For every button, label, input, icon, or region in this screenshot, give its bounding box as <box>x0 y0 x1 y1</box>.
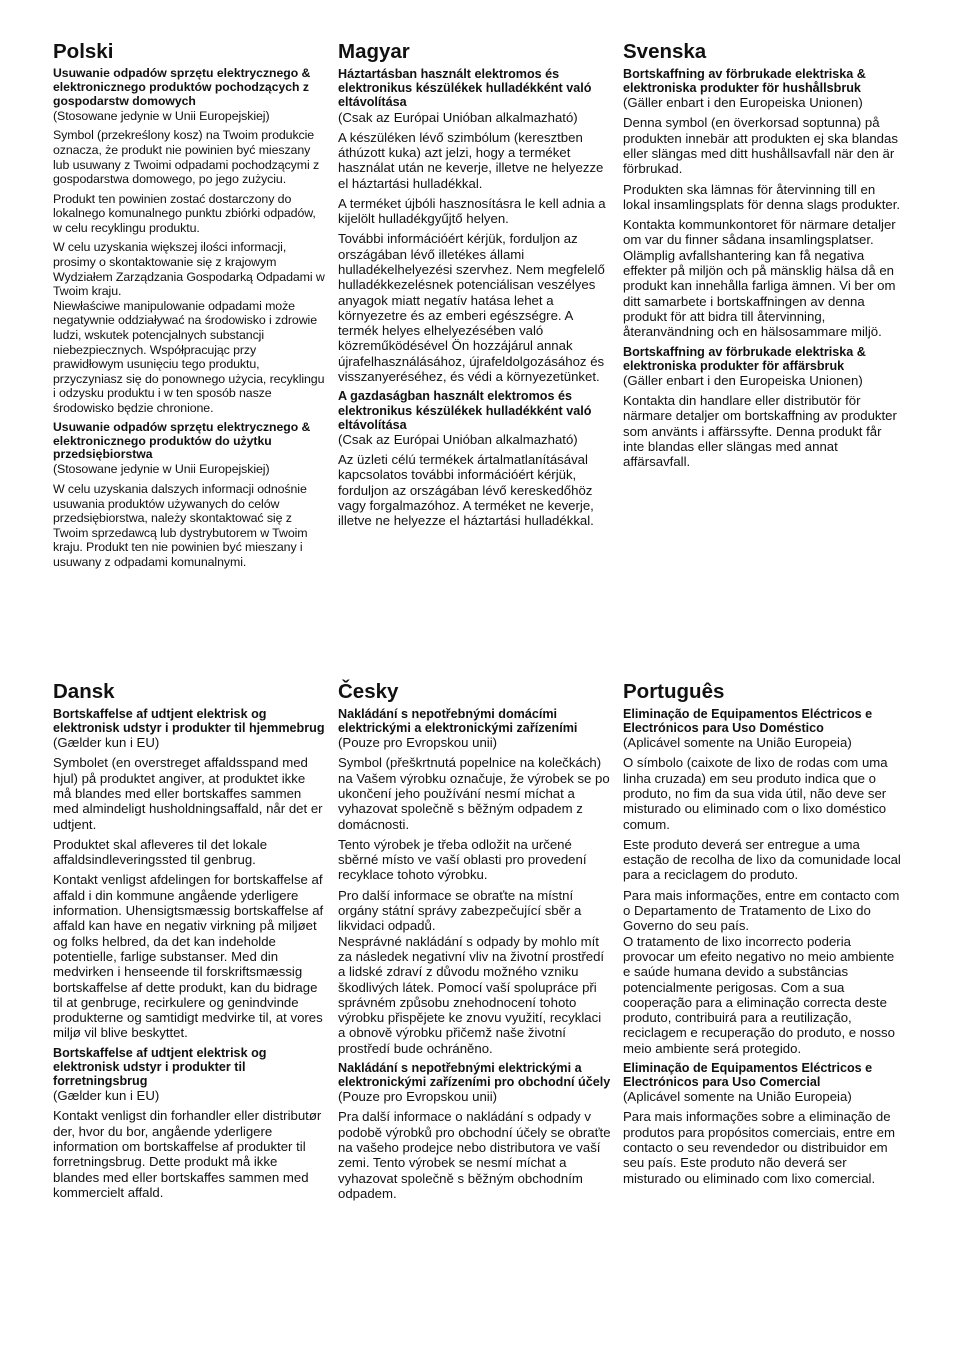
language-heading: Magyar <box>338 40 410 63</box>
applicability-note: (Pouze pro Evropskou unii) <box>338 735 498 751</box>
section-heading: Nakládání s nepotřebnými domácími elektrickými a elektronickými zařízeními <box>338 707 578 736</box>
body-paragraph: O símbolo (caixote de lixo de rodas com uma linha cruzada) em seu produto indica que o produto, no fim da sua vida útil, não deve ser misturado ou eliminado com o lixo doméstico comum. <box>623 755 888 832</box>
body-paragraph: További információért kérjük, forduljon az országában lévő illetékes állami hulladékelhelyezési szervhez. Nem megfelelő hulladékkezelésnek potenciálisan veszélyes anyagok miatt negatív hatása lehet a környezetre és az emberi egészségre. A termék helyes elhelyezésében való közreműködésével Ön hozzájárul annak újrafelhasználásához, újrafeldolgozásához és visszanyeréséhez, és védi a környezetünket. <box>338 231 605 385</box>
body-paragraph: Este produto deverá ser entregue a uma estação de recolha de lixo da comunidade local para a reciclagem do produto. <box>623 836 901 883</box>
column-dansk <box>53 680 338 1206</box>
body-paragraph: Az üzleti célú termékek ártalmatlanításával kapcsolatos további információért kérjük, forduljon az országában lévő kereskedőhöz vagy forgalmazóhoz. A terméket ne keverje, illetve ne helyezze el háztartási hulladékkal. <box>338 451 594 529</box>
body-paragraph: Symbolet (en overstreget affaldsspand med hjul) på produktet angiver, at produktet ikke må blandes med eller bortskaffes sammen med almindeligt husholdningsaffald, når det er udtjent. <box>53 755 323 832</box>
body-paragraph: A terméket újbóli hasznosításra le kell adnia a kijelölt hulladékgyűjtő helyen. <box>338 195 606 227</box>
column-polski <box>53 40 338 574</box>
column-cesky <box>338 680 623 1206</box>
bottom-row <box>53 680 903 1206</box>
body-paragraph: Denna symbol (en överkorsad soptunna) på produkten innebär att produkten ej ska blandas eller slängas med ditt hushållsavfall när den är förbrukad. <box>623 115 898 177</box>
body-paragraph: Tento výrobek je třeba odložit na určené sběrné místo ve vaší oblasti pro provedení recyklace tohoto výrobku. <box>338 836 587 883</box>
body-paragraph: Pro další informace se obraťte na místní orgány státní správy zabezpečující sběr a likvidaci odpadů. <box>338 887 582 934</box>
section-heading: Usuwanie odpadów sprzętu elektrycznego & elektronicznego produktów do użytku przedsiębiorstwa <box>53 419 311 462</box>
body-paragraph: Olämplig avfallshantering kan få negativa effekter på miljön och på mänsklig hälsa då en produkt kan innehålla farliga ämnen. Vi ber om ditt samarbete i bortskaffningen av denna produkt för att bidra till återvinning, återanvändning och en hälsosammare miljö. <box>623 247 896 340</box>
column-svenska <box>623 40 903 574</box>
language-heading: Dansk <box>53 680 115 703</box>
applicability-note: (Stosowane jedynie w Unii Europejskiej) <box>53 462 270 477</box>
applicability-note: (Gäller enbart i den Europeiska Unionen) <box>623 372 863 388</box>
section-heading: Bortskaffning av förbrukade elektriska & elektroniska produkter för affärsbruk <box>623 344 866 373</box>
body-paragraph: Produkten ska lämnas för återvinning till en lokal insamlingsplats för denna slags produkter. <box>623 181 901 212</box>
applicability-note: (Gælder kun i EU) <box>53 735 160 751</box>
body-paragraph: Kontakt venligst din forhandler eller distributør der, hvor du bor, angående yderligere information om bortskaffelse af produkter til forretningsbrug. Dette produkt må ikke blandes med eller bortskaffes sammen med kommercielt affald. <box>53 1108 322 1200</box>
applicability-note: (Gælder kun i EU) <box>53 1088 160 1104</box>
applicability-note: (Stosowane jedynie w Unii Europejskiej) <box>53 108 270 123</box>
section-heading: A gazdaságban használt elektromos és elektronikus készülékek hulladékként való eltávolítása <box>338 389 592 432</box>
body-paragraph: W celu uzyskania dalszych informacji odnośnie usuwania produktów używanych do celów przedsiębiorstwa, należy skontaktować się z Twoim sprzedawcą lub dystrybutorem w Twoim kraju. Produkt ten nie powinien być mieszany i usuwany z odpadami komunalnymi. <box>53 481 308 569</box>
applicability-note: (Pouze pro Evropskou unii) <box>338 1089 498 1105</box>
applicability-note: (Aplicável somente na União Europeia) <box>623 1089 852 1105</box>
body-paragraph: Symbol (przekreślony kosz) na Twoim produkcie oznacza, że produkt nie powinien być mieszany lub usuwany z Twoimi odpadami pochodzącymi z gospodarstwa domowego, po jego zużyciu. <box>53 128 320 187</box>
body-paragraph: W celu uzyskania większej ilości informacji, prosimy o skontaktowanie się z krajowym Wydziałem Zarządzania Gospodarką Odpadami w Twoim kraju. <box>53 240 325 299</box>
column-portugues <box>623 680 903 1206</box>
body-paragraph: Para mais informações sobre a eliminação de produtos para propósitos comerciais, entre em contacto o seu revendedor ou distribuidor em seu país. Este produto não deverá ser misturado ou eliminado com lixo comercial. <box>623 1109 895 1186</box>
section-heading: Usuwanie odpadów sprzętu elektrycznego & elektronicznego produktów pochodzących z gospodarstw domowych <box>53 66 311 108</box>
body-paragraph: Kontakta kommunkontoret för närmare detaljer om var du finner sådana insamlingsplatser. <box>623 217 896 248</box>
section-heading: Bortskaffelse af udtjent elektrisk og elektronisk udstyr i produkter til hjemmebrug <box>53 707 325 736</box>
section-heading: Háztartásban használt elektromos és elektronikus készülékek hulladékként való eltávolítása <box>338 67 592 110</box>
language-heading: Polski <box>53 40 114 63</box>
body-paragraph: Para mais informações, entre em contacto com o Departamento de Tratamento de Lixo do Governo do seu país. <box>623 887 900 934</box>
language-heading: Português <box>623 680 725 703</box>
section-heading: Eliminação de Equipamentos Eléctricos e Electrónicos para Uso Comercial <box>623 1061 873 1090</box>
body-paragraph: Symbol (přeškrtnutá popelnice na kolečkách) na Vašem výrobku označuje, že výrobek se po ukončení jeho používání nesmí míchat a vyhazovat společně s běžným odpadem z domácnosti. <box>338 755 610 832</box>
top-row <box>53 40 903 574</box>
section-heading: Eliminação de Equipamentos Eléctricos e Electrónicos para Uso Doméstico <box>623 707 873 736</box>
body-paragraph: Niewłaściwe manipulowanie odpadami może negatywnie oddziaływać na środowisko i zdrowie ludzi, wskutek potencjalnych substancji niebezpiecznych. Współpracując przy prawidłowym usunięciu tego produktu, przyczyniasz się do ponownego użycia, recyklingu i odzysku produktu i w ten sposób nasze środowisko będzie chronione. <box>53 298 325 415</box>
language-heading: Svenska <box>623 40 707 63</box>
body-paragraph: Pra další informace o nakládání s odpady v podobě výrobků pro obchodní účely se obraťte na vašeho prodejce nebo distributora ve vaší zemi. Tento výrobek se nesmí míchat a vyhazovat společně s běžným obchodním odpadem. <box>338 1109 611 1201</box>
section-heading: Bortskaffelse af udtjent elektrisk og elektronisk udstyr i produkter til forretningsbrug <box>53 1045 267 1089</box>
body-paragraph: Kontakta din handlare eller distributör för närmare detaljer om bortskaffning av produkter som använts i affärssyfte. Denna produkt får inte blandas eller slängas med annat affärsavfall. <box>623 392 897 470</box>
body-paragraph: O tratamento de lixo incorrecto poderia provocar um efeito negativo no meio ambiente e saúde humana devido a substâncias potencialmente perigosas. Com a sua cooperação para a eliminação correcta deste produto, contribuirá para a reutilização, reciclagem e recuperação do produto, e nosso meio ambiente será protegido. <box>623 933 895 1056</box>
section-heading: Nakládání s nepotřebnými elektrickými a elektronickými zařízeními pro obchodní účely <box>338 1061 611 1090</box>
section-heading: Bortskaffning av förbrukade elektriska & elektroniska produkter för hushållsbruk <box>623 67 866 96</box>
body-paragraph: Kontakt venligst afdelingen for bortskaffelse af affald i din kommune angående yderligere information. Uhensigtsmæssig bortskaffelse af affald kan have en negativ virkning på miljøet og folks helbred, da det kan indeholde potentielle, farlige substanser. Med din medvirken i henseende til forskriftsmæssig bortskaffelse af dette produkt, kan du bidrage til at genbruge, recirkulere og genindvinde produkterne og samtidigt medvirke til, at vores miljø vil blive beskyttet. <box>53 872 324 1041</box>
applicability-note: (Gäller enbart i den Europeiska Unionen) <box>623 95 863 111</box>
body-paragraph: Produktet skal afleveres til det lokale affaldsindleveringssted til genbrug. <box>53 836 268 868</box>
column-magyar <box>338 40 623 574</box>
applicability-note: (Aplicável somente na União Europeia) <box>623 735 852 751</box>
applicability-note: (Csak az Európai Unióban alkalmazható) <box>338 431 578 447</box>
body-paragraph: A készüléken lévő szimbólum (keresztben áthúzott kuka) azt jelzi, hogy a terméket használat után ne keverje, illetve ne helyezze el háztartási hulladékkal. <box>338 129 604 191</box>
body-paragraph: Nesprávné nakládání s odpady by mohlo mít za následek negativní vliv na životní prostředí a lidské zdraví z důvodu možného vzniku škodlivých látek. Pomocí vaší spolupráce při správném způsobu znehodnocení tohoto výrobku přispějete ke znovu využití, recyklaci a obnově výrobku přičemž naše životní prostředí bude ochráněno. <box>338 933 605 1056</box>
applicability-note: (Csak az Európai Unióban alkalmazható) <box>338 109 578 125</box>
language-heading: Česky <box>338 680 399 703</box>
body-paragraph: Produkt ten powinien zostać dostarczony do lokalnego komunalnego punktu zbiórki odpadów, w celu recyklingu produktu. <box>53 191 316 235</box>
